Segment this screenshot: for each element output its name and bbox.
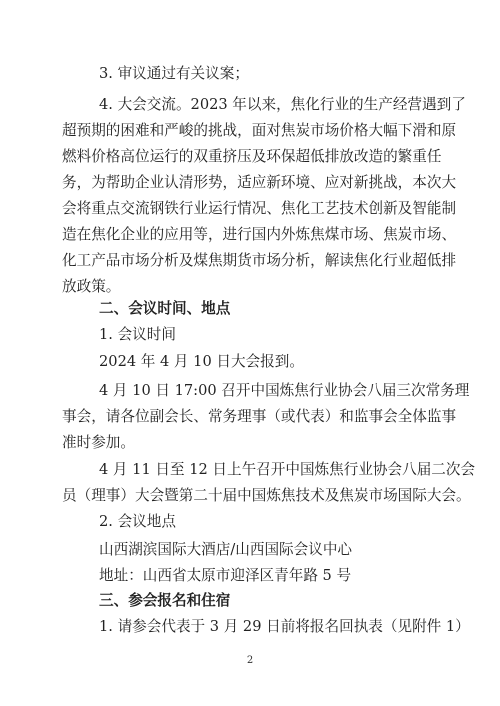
agenda-item-4-line-2: 超预期的困难和严峻的挑战，面对焦炭市场价格大幅下滑和原 — [62, 122, 457, 139]
agenda-item-4-line-5: 会将重点交流钢铁行业运行情况、焦化工艺技术创新及智能制 — [62, 200, 457, 217]
agenda-item-3: 3. 审议通过有关议案； — [99, 65, 249, 82]
agenda-item-4-line-6: 造在焦化企业的应用等，进行国内外炼焦煤市场、焦炭市场、 — [62, 226, 457, 243]
subheading-meeting-location: 2. 会议地点 — [99, 513, 176, 530]
registration-date: 2024 年 4 月 10 日大会报到。 — [99, 353, 304, 370]
venue-name: 山西湖滨国际大酒店/山西国际会议中心 — [99, 541, 353, 558]
council-meeting-line-3: 准时参加。 — [62, 434, 135, 451]
section-heading-registration: 三、参会报名和住宿 — [99, 592, 231, 609]
section-heading-time-location: 二、会议时间、地点 — [99, 300, 231, 317]
council-meeting-line-1: 4 月 10 日 17:00 召开中国炼焦行业协会八届三次常务理 — [99, 382, 470, 399]
subheading-meeting-time: 1. 会议时间 — [99, 326, 176, 343]
agenda-item-4-line-1: 4. 大会交流。2023 年以来，焦化行业的生产经营遇到了 — [99, 96, 466, 113]
venue-address: 地址：山西省太原市迎泽区青年路 5 号 — [99, 567, 352, 584]
registration-instruction: 1. 请参会代表于 3 月 29 日前将报名回执表（见附件 1） — [99, 618, 470, 635]
agenda-item-4-line-7: 化工产品市场分析及煤焦期货市场分析，解读焦化行业超低排 — [62, 252, 457, 269]
council-meeting-line-2: 事会，请各位副会长、常务理事（或代表）和监事会全体监事 — [62, 408, 457, 425]
general-assembly-line-1: 4 月 11 日至 12 日上午召开中国炼焦行业协会八届二次会 — [99, 461, 476, 478]
agenda-item-4-line-4: 务，为帮助企业认清形势，适应新环境、应对新挑战，本次大 — [62, 174, 457, 191]
page-number: 2 — [246, 655, 254, 666]
general-assembly-line-2: 员（理事）大会暨第二十届中国炼焦技术及焦炭市场国际大会。 — [62, 487, 471, 504]
agenda-item-4-line-8: 放政策。 — [62, 278, 121, 295]
agenda-item-4-line-3: 燃料价格高位运行的双重挤压及环保超低排放改造的繁重任 — [62, 148, 442, 165]
